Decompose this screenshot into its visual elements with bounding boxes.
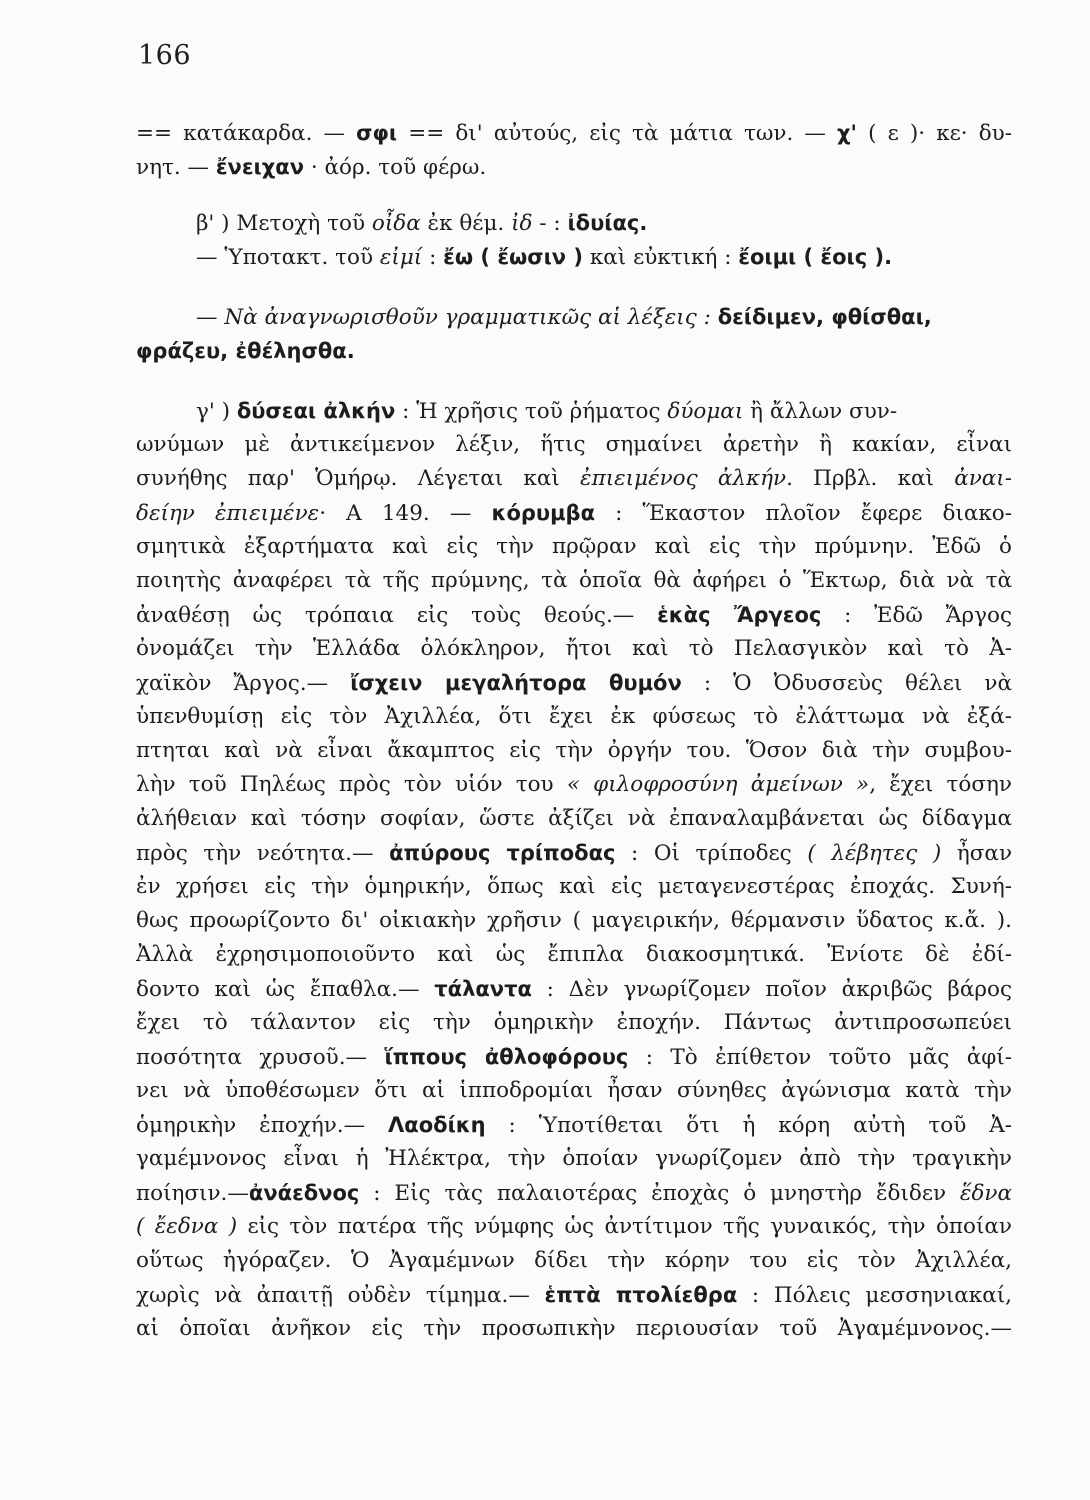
text-segment: : Ἐδῶ Ἄργος xyxy=(821,603,1012,628)
text-segment: == δι' αὐτούς, εἰς τὰ μάτια των. — xyxy=(397,121,838,146)
text-segment: ἐκ θέμ. xyxy=(420,211,512,236)
text-line xyxy=(136,802,1012,836)
lemma-term: φράζευ, ἐθέλησθα. xyxy=(136,339,355,363)
italic-text: οἶδα xyxy=(371,211,421,236)
lemma-term: δείδιμεν, φθίσθαι, xyxy=(717,305,932,329)
text-line xyxy=(136,206,1012,240)
text-segment: Πρβλ. καὶ xyxy=(792,466,955,491)
italic-text: « φιλοφροσύνη ἀμείνων » xyxy=(566,772,870,797)
text-segment: ἀναθέσῃ ὡς τρόπαια εἰς τοὺς θεούς.— xyxy=(136,603,658,628)
text-line xyxy=(136,632,1012,666)
lemma-term: ἀπύρους τρίποδας xyxy=(389,841,616,865)
lemma-term: σφι xyxy=(356,121,398,145)
text-segment: ὑπενθυμίσῃ εἰς τὸν Ἀχιλλέα, ὅτι ἔχει ἐκ φύσεως τὸ ἐλάττωμα νὰ ἐξά- xyxy=(136,704,1012,729)
text-line xyxy=(136,870,1012,904)
italic-text: εἰμί xyxy=(379,245,423,270)
text-segment: ἢ ἄλλων συν- xyxy=(743,399,898,424)
text-line xyxy=(136,116,1012,150)
lemma-term: ἑπτὰ πτολίεθρα xyxy=(544,1283,738,1307)
lemma-term: ἵππους ἀθλοφόρους xyxy=(384,1045,629,1069)
text-segment: ποσότητα χρυσοῦ.— xyxy=(136,1045,385,1070)
text-segment: νητ. — xyxy=(136,155,216,180)
italic-text: δύομαι xyxy=(667,399,744,424)
text-segment: : Δὲν γνωρίζομεν ποῖον ἀκριβῶς βάρος xyxy=(531,977,1012,1002)
text-segment: ὁμηρικὴν ἐποχήν.— xyxy=(136,1113,389,1138)
text-segment: : Τὸ ἐπίθετον τοῦτο μᾶς ἀφί- xyxy=(628,1045,1012,1070)
lemma-term: ἀνάεδνος xyxy=(248,1181,360,1205)
text-segment: νει νὰ ὑποθέσωμεν ὅτι αἱ ἱπποδρομίαι ἦσαν σύνηθες ἀγώνισμα κατὰ τὴν xyxy=(136,1078,1012,1103)
text-segment: : Ὑποτίθεται ὅτι ἡ κόρη αὐτὴ τοῦ Ἀ- xyxy=(485,1113,1012,1138)
lemma-term: χ' xyxy=(837,121,857,145)
text-line xyxy=(136,1142,1012,1176)
text-segment: : xyxy=(422,245,444,270)
text-line xyxy=(136,1040,1012,1074)
text-line xyxy=(136,394,1012,428)
lemma-term: ἑκὰς Ἄργεος xyxy=(657,603,822,627)
text-segment: ἀλήθειαν καὶ τόσην σοφίαν, ὥστε ἀξίζει νὰ ἐπαναλαμβάνεται ὡς δίδαγμα xyxy=(136,806,1012,831)
text-line xyxy=(136,496,1012,530)
text-segment: ποιητὴς ἀναφέρει τὰ τῆς πρύμνης, τὰ ὁποῖα θὰ ἀφήρει ὁ Ἕκτωρ, διὰ νὰ τὰ xyxy=(136,568,1012,593)
text-line xyxy=(136,462,1012,496)
text-line xyxy=(136,300,1012,334)
text-segment: πρὸς τὴν νεότητα.— xyxy=(136,841,390,866)
text-segment: : Οἱ τρίποδες xyxy=(615,841,808,866)
text-segment: : Ἕκαστον πλοῖον ἔφερε διακο- xyxy=(595,501,1012,526)
text-segment: ἦσαν xyxy=(941,841,1012,866)
text-segment: β' ) Μετοχὴ τοῦ xyxy=(196,211,372,236)
italic-text: ( λέβητες ) xyxy=(807,841,942,866)
italic-text: ἐπιειμένος ἀλκήν. xyxy=(580,466,793,491)
text-segment: πτηται καὶ νὰ εἶναι ἄκαμπτος εἰς τὴν ὀργήν του. Ὅσον διὰ τὴν συμβου- xyxy=(136,738,1012,763)
text-segment: — Ὑποτακτ. τοῦ xyxy=(196,245,380,270)
text-segment: συνήθης παρ' Ὁμήρῳ. Λέγεται καὶ xyxy=(136,466,581,491)
text-line xyxy=(136,1210,1012,1244)
text-line xyxy=(136,1176,1012,1210)
text-line xyxy=(136,666,1012,700)
text-line xyxy=(136,768,1012,802)
text-segment: ωνύμων μὲ ἀντικείμενον λέξιν, ἥτις σημαίνει ἀρετὴν ἢ κακίαν, εἶναι xyxy=(136,432,1012,457)
text-segment: : Ὁ Ὀδυσσεὺς θέλει νὰ xyxy=(681,671,1012,696)
lemma-term: ἔω ( ἔωσιν ) xyxy=(443,245,584,269)
italic-text: — Νὰ ἀναγνωρισθοῦν γραμματικῶς αἱ λέξεις : xyxy=(196,305,718,330)
text-segment: δοντο καὶ ὡς ἔπαθλα.— xyxy=(136,977,435,1002)
text-segment: θως προωρίζοντο δι' οἰκιακὴν χρῆσιν ( μαγειρικήν, θέρμανσιν ὕδατος κ.ἄ. ). xyxy=(136,908,1012,933)
lemma-term: ἔοιμι ( ἔοις ). xyxy=(738,245,893,269)
text-segment: γαμέμνονος εἶναι ἡ Ἠλέκτρα, τὴν ὁποίαν γνωρίζομεν ἀπὸ τὴν τραγικὴν xyxy=(136,1146,1012,1171)
text-segment: οὕτως ἠγόραζεν. Ὁ Ἀγαμέμνων δίδει τὴν κόρην του εἰς τὸν Ἀχιλλέα, xyxy=(136,1248,1012,1273)
text-segment: Ἀλλὰ ἐχρησιμοποιοῦντο καὶ ὡς ἔπιπλα διακοσμητικά. Ἐνίοτε δὲ ἐδί- xyxy=(136,942,1012,967)
text-line xyxy=(136,428,1012,462)
text-segment: : Εἰς τὰς παλαιοτέρας ἐποχὰς ὁ μνηστὴρ ἔδιδεν xyxy=(359,1181,960,1206)
text-segment: ( ε )· κε· δυ- xyxy=(857,121,1012,146)
text-segment: ἐν χρήσει εἰς τὴν ὁμηρικήν, ὅπως καὶ εἰς μεταγενεστέρας ἐποχάς. Συνή- xyxy=(136,874,1012,899)
text-segment: γ' ) xyxy=(196,399,237,424)
italic-text: ἰδ xyxy=(511,211,533,236)
page-number: 166 xyxy=(138,40,192,71)
text-segment: == κατάκαρδα. — xyxy=(136,121,357,146)
text-segment: ποίησιν.— xyxy=(136,1181,249,1206)
text-line xyxy=(136,904,1012,938)
text-line xyxy=(136,150,1012,184)
text-line xyxy=(136,564,1012,598)
lemma-term: κόρυμβα xyxy=(491,501,596,525)
text-segment: χωρὶς νὰ ἀπαιτῇ οὐδὲν τίμημα.— xyxy=(136,1283,545,1308)
text-line xyxy=(136,938,1012,972)
text-line xyxy=(136,1074,1012,1108)
italic-text: ( ἔεδνα ) xyxy=(136,1214,238,1239)
text-line xyxy=(136,530,1012,564)
text-segment: : Πόλεις μεσσηνιακαί, xyxy=(737,1283,1012,1308)
text-line xyxy=(136,1006,1012,1040)
lemma-term: δύσεαι ἀλκήν xyxy=(236,399,396,423)
text-line xyxy=(136,700,1012,734)
text-segment: εἰς τὸν πατέρα τῆς νύμφης ὡς ἀντίτιμον τῆς γυναικός, τὴν ὁποίαν xyxy=(237,1214,1012,1239)
lemma-term: ἔνειχαν xyxy=(215,155,305,179)
text-segment: - : xyxy=(532,211,568,236)
text-segment: λὴν τοῦ Πηλέως πρὸς τὸν υἱόν του xyxy=(136,772,567,797)
italic-text: ἕδνα xyxy=(959,1181,1012,1206)
text-segment: σμητικὰ ἐξαρτήματα καὶ εἰς τὴν πρῷραν καὶ εἰς τὴν πρύμνην. Ἐδῶ ὁ xyxy=(136,534,1012,559)
italic-text: ἀναι- xyxy=(954,466,1012,491)
text-line xyxy=(136,1312,1012,1346)
text-segment: ὀνομάζει τὴν Ἑλλάδα ὁλόκληρον, ἤτοι καὶ τὸ Πελασγικὸν καὶ τὸ Ἀ- xyxy=(136,636,1012,661)
text-line xyxy=(136,240,1012,274)
text-segment: χαϊκὸν Ἄργος.— xyxy=(136,671,351,696)
commentary-text xyxy=(136,116,1012,1346)
lemma-term: Λαοδίκη xyxy=(388,1113,486,1137)
text-line xyxy=(136,1278,1012,1312)
lemma-term: ἴσχειν μεγαλήτορα θυμόν xyxy=(350,671,682,695)
text-segment: καὶ εὐκτική : xyxy=(583,245,739,270)
text-segment: : Ἡ χρῆσις τοῦ ῥήματος xyxy=(395,399,668,424)
text-segment: · Α 149. — xyxy=(319,501,492,526)
text-segment: · ἀόρ. τοῦ φέρω. xyxy=(304,155,487,180)
text-line xyxy=(136,1108,1012,1142)
lemma-term: ἰδυίας. xyxy=(567,211,648,235)
italic-text: δείην ἐπιειμένε xyxy=(136,501,320,526)
text-line xyxy=(136,334,1012,368)
text-segment: αἱ ὁποῖαι ἀνῆκον εἰς τὴν προσωπικὴν περιουσίαν τοῦ Ἀγαμέμνονος.— xyxy=(136,1316,1012,1341)
text-line xyxy=(136,734,1012,768)
text-segment: , ἔχει τόσην xyxy=(869,772,1012,797)
text-line xyxy=(136,598,1012,632)
lemma-term: τάλαντα xyxy=(434,977,532,1001)
text-segment: ἔχει τὸ τάλαντον εἰς τὴν ὁμηρικὴν ἐποχήν. Πάντως ἀντιπροσωπεύει xyxy=(136,1010,1012,1035)
text-line xyxy=(136,972,1012,1006)
text-line xyxy=(136,1244,1012,1278)
text-line xyxy=(136,836,1012,870)
